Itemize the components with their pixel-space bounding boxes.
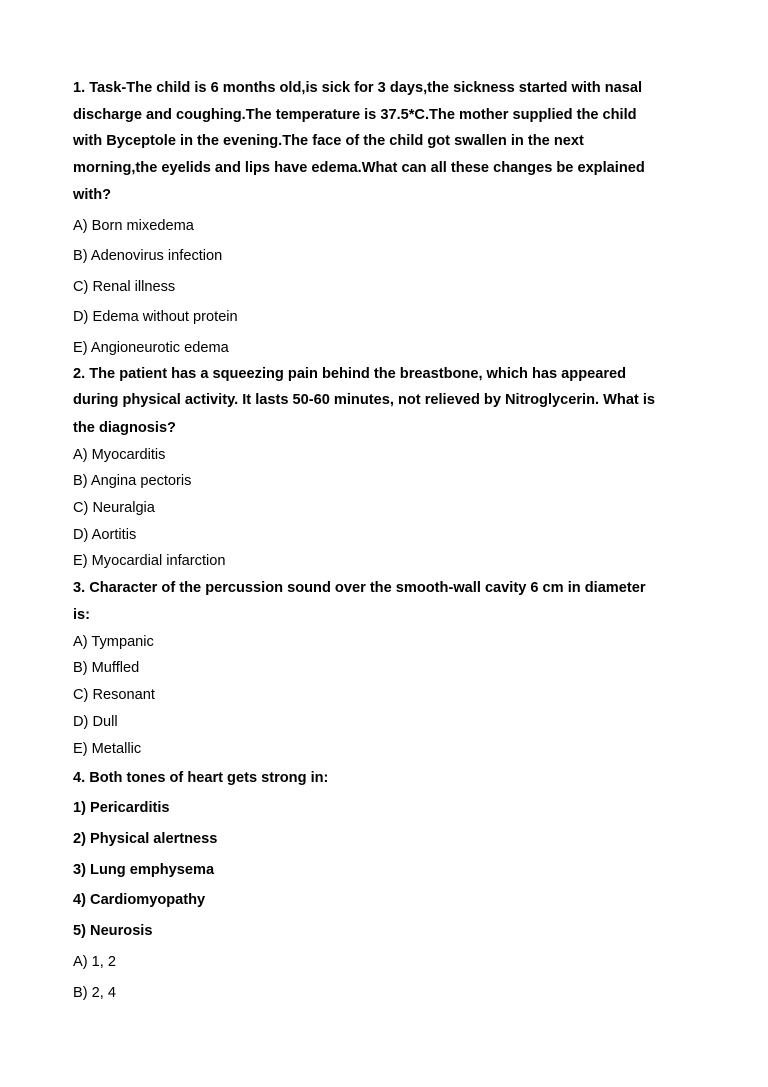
q4-item: 1) Pericarditis: [73, 800, 170, 816]
q4-text-line: 4. Both tones of heart gets strong in:: [73, 770, 329, 786]
q2-option: A) Myocarditis: [73, 447, 166, 463]
q3-option: A) Tympanic: [73, 634, 154, 650]
q2-text-line: the diagnosis?: [73, 420, 176, 436]
q1-option: C) Renal illness: [73, 279, 176, 295]
q4-item: 2) Physical alertness: [73, 831, 218, 847]
q4-option: B) 2, 4: [73, 985, 116, 1001]
q1-text-line: with Byceptole in the evening.The face of the child got swallen in the next: [73, 133, 584, 149]
q4-item: 5) Neurosis: [73, 923, 153, 939]
q4-item: 3) Lung emphysema: [73, 862, 215, 878]
q1-text-line: discharge and coughing.The temperature is 37.5*C.The mother supplied the child: [73, 107, 637, 123]
q2-option: B) Angina pectoris: [73, 473, 192, 489]
q1-option: A) Born mixedema: [73, 218, 194, 234]
q1-option: E) Angioneurotic edema: [73, 340, 229, 356]
q2-option: D) Aortitis: [73, 527, 137, 543]
q1-text-line: with?: [73, 187, 112, 203]
q3-text-line: 3. Character of the percussion sound over the smooth-wall cavity 6 cm in diameter: [73, 580, 646, 596]
q3-text-line: is:: [73, 607, 91, 623]
q2-option: C) Neuralgia: [73, 500, 155, 516]
q1-option: B) Adenovirus infection: [73, 248, 223, 264]
q4-option: A) 1, 2: [73, 954, 116, 970]
q3-option: D) Dull: [73, 714, 118, 730]
q3-option: B) Muffled: [73, 660, 140, 676]
q2-text-line: during physical activity. It lasts 50-60 minutes, not relieved by Nitroglycerin. What is: [73, 392, 656, 408]
q3-option: C) Resonant: [73, 687, 155, 703]
q1-text-line: morning,the eyelids and lips have edema.What can all these changes be explained: [73, 160, 645, 176]
q2-option: E) Myocardial infarction: [73, 553, 226, 569]
q3-option: E) Metallic: [73, 741, 142, 757]
q2-text-line: 2. The patient has a squeezing pain behind the breastbone, which has appeared: [73, 366, 627, 382]
q1-option: D) Edema without protein: [73, 309, 238, 325]
q1-text-line: 1. Task-The child is 6 months old,is sick for 3 days,the sickness started with nasal: [73, 80, 643, 96]
q4-item: 4) Cardiomyopathy: [73, 892, 206, 908]
